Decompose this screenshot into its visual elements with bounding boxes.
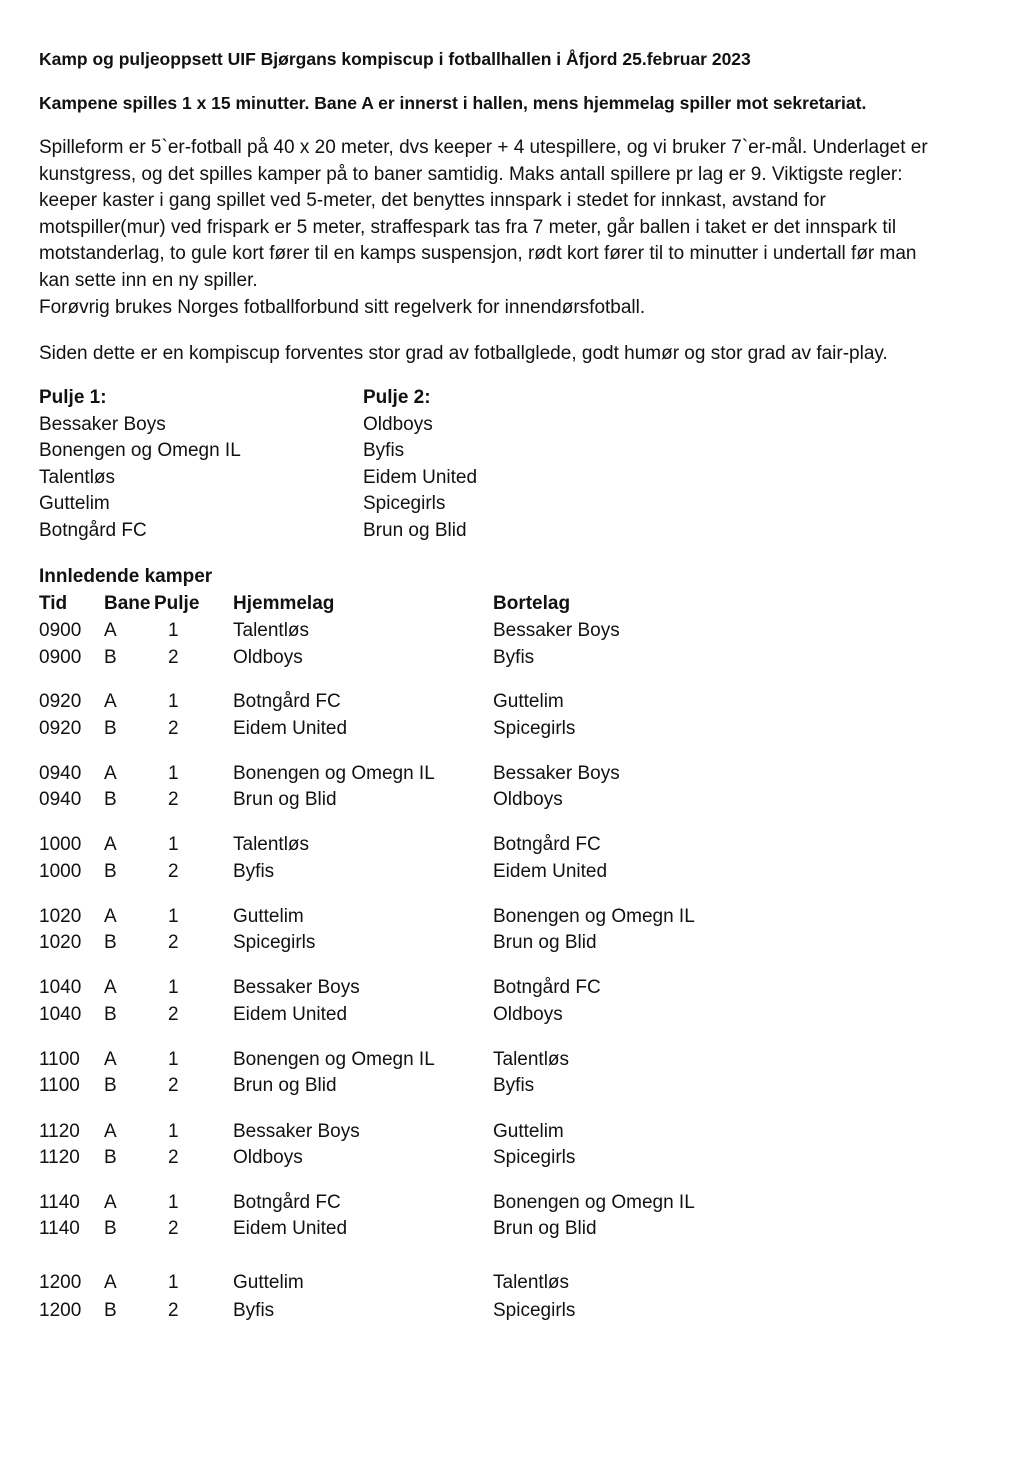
rules-line: keeper kaster i gang spillet ved 5-meter, det benyttes innspark i stedet for innkast, avstand for <box>39 190 826 212</box>
match-row <box>39 859 999 886</box>
match-row <box>39 1190 999 1217</box>
match-home-team: Bonengen og Omegn IL <box>233 763 435 784</box>
match-home-team: Eidem United <box>233 1218 348 1239</box>
column-header-home: Hjemmelag <box>233 593 335 614</box>
match-away-team: Oldboys <box>493 789 563 810</box>
rules-line: kunstgress, og det spilles kamper på to baner samtidig. Maks antall spillere pr lag er 9. Viktigste regler: <box>39 163 903 185</box>
match-away-team: Oldboys <box>493 1004 563 1025</box>
match-away-team: Spicegirls <box>493 718 576 739</box>
match-field: B <box>104 789 117 810</box>
match-time: 0940 <box>39 763 82 784</box>
match-home-team: Bonengen og Omegn IL <box>233 1049 435 1070</box>
pool-team: Talentløs <box>39 466 116 488</box>
match-pool: 1 <box>168 691 179 712</box>
match-field: A <box>104 691 117 712</box>
match-away-team: Bessaker Boys <box>493 763 620 784</box>
schedule-heading: Innledende kamper <box>39 566 213 587</box>
match-row <box>39 761 999 788</box>
match-pool: 2 <box>168 718 179 739</box>
match-time: 0900 <box>39 647 82 668</box>
match-row <box>39 618 999 645</box>
match-time: 1120 <box>39 1147 80 1168</box>
match-row <box>39 787 999 814</box>
match-time: 1000 <box>39 834 82 855</box>
match-field: B <box>104 647 117 668</box>
match-pool: 2 <box>168 932 179 953</box>
match-home-team: Oldboys <box>233 647 303 668</box>
match-pool: 1 <box>168 834 179 855</box>
document-subtitle: Kampene spilles 1 x 15 minutter. Bane A er innerst i hallen, mens hjemmelag spiller mot sekretariat. <box>39 93 867 113</box>
match-time: 0920 <box>39 691 82 712</box>
match-pool: 1 <box>168 977 179 998</box>
match-field: A <box>104 906 117 927</box>
match-time: 1040 <box>39 977 82 998</box>
match-row <box>39 716 999 743</box>
pools-section <box>39 385 999 555</box>
match-time: 0940 <box>39 789 82 810</box>
match-field: B <box>104 1004 117 1025</box>
match-row <box>39 1270 999 1297</box>
match-time: 1000 <box>39 861 82 882</box>
pool-team: Brun og Blid <box>363 519 467 541</box>
match-away-team: Guttelim <box>493 1121 564 1142</box>
match-pool: 2 <box>168 1075 179 1096</box>
match-field: B <box>104 718 117 739</box>
pool-team: Bonengen og Omegn IL <box>39 440 241 462</box>
match-pool: 2 <box>168 1218 179 1239</box>
match-row <box>39 1119 999 1146</box>
rules-line: motstanderlag, to gule kort fører til en kamps suspensjon, rødt kort fører til to minutter i undertall før man <box>39 243 917 265</box>
match-home-team: Byfis <box>233 1300 275 1321</box>
fair-play-paragraph: Siden dette er en kompiscup forventes stor grad av fotballglede, godt humør og stor grad av fair-play. <box>39 343 888 364</box>
match-home-team: Guttelim <box>233 906 304 927</box>
match-row <box>39 1216 999 1243</box>
match-field: A <box>104 1272 117 1293</box>
match-time: 1100 <box>39 1049 80 1070</box>
match-away-team: Talentløs <box>493 1272 570 1293</box>
pool-heading: Pulje 1: <box>39 387 107 408</box>
column-header-tid: Tid <box>39 593 68 614</box>
match-time: 1120 <box>39 1121 80 1142</box>
match-row <box>39 1047 999 1074</box>
rules-paragraph <box>39 135 928 321</box>
match-pool: 1 <box>168 906 179 927</box>
match-row <box>39 832 999 859</box>
column-header-away: Bortelag <box>493 593 571 614</box>
match-time: 1020 <box>39 906 82 927</box>
pool-team: Eidem United <box>363 466 478 488</box>
match-pool: 1 <box>168 763 179 784</box>
match-time: 1140 <box>39 1192 80 1213</box>
match-field: B <box>104 932 117 953</box>
column-header-bane: Bane <box>104 593 151 614</box>
match-away-team: Talentløs <box>493 1049 570 1070</box>
match-field: B <box>104 1075 117 1096</box>
match-pool: 2 <box>168 861 179 882</box>
schedule-column-headers <box>39 591 999 618</box>
match-time: 1020 <box>39 932 82 953</box>
match-home-team: Eidem United <box>233 1004 348 1025</box>
match-row <box>39 1073 999 1100</box>
match-field: A <box>104 763 117 784</box>
match-home-team: Talentløs <box>233 620 310 641</box>
match-field: B <box>104 861 117 882</box>
match-pool: 2 <box>168 1300 179 1321</box>
match-home-team: Talentløs <box>233 834 310 855</box>
match-row <box>39 1145 999 1172</box>
match-home-team: Bessaker Boys <box>233 977 360 998</box>
match-time: 1200 <box>39 1272 82 1293</box>
match-row <box>39 930 999 957</box>
match-field: A <box>104 1121 117 1142</box>
match-pool: 1 <box>168 1121 179 1142</box>
match-home-team: Byfis <box>233 861 275 882</box>
match-pool: 2 <box>168 1004 179 1025</box>
pool-heading: Pulje 2: <box>363 387 431 408</box>
match-field: A <box>104 1192 117 1213</box>
match-time: 0920 <box>39 718 82 739</box>
rules-line: kan sette inn en ny spiller. <box>39 269 258 291</box>
match-away-team: Brun og Blid <box>493 1218 597 1239</box>
match-home-team: Eidem United <box>233 718 348 739</box>
match-field: B <box>104 1218 117 1239</box>
match-home-team: Brun og Blid <box>233 789 337 810</box>
match-pool: 2 <box>168 1147 179 1168</box>
match-time: 1040 <box>39 1004 82 1025</box>
pool-1-list <box>39 385 241 545</box>
match-field: B <box>104 1147 117 1168</box>
match-field: B <box>104 1300 117 1321</box>
match-away-team: Brun og Blid <box>493 932 597 953</box>
match-field: A <box>104 834 117 855</box>
match-time: 1200 <box>39 1300 82 1321</box>
match-away-team: Byfis <box>493 647 535 668</box>
column-header-pulje: Pulje <box>154 593 200 614</box>
match-time: 0900 <box>39 620 82 641</box>
match-time: 1140 <box>39 1218 80 1239</box>
pool-team: Byfis <box>363 440 405 462</box>
match-away-team: Bonengen og Omegn IL <box>493 1192 695 1213</box>
match-away-team: Byfis <box>493 1075 535 1096</box>
pool-team: Guttelim <box>39 493 110 515</box>
match-home-team: Oldboys <box>233 1147 303 1168</box>
match-row <box>39 1002 999 1029</box>
match-row <box>39 645 999 672</box>
rules-line: motspiller(mur) ved frispark er 5 meter, straffespark tas fra 7 meter, går ballen i taket er det innspark til <box>39 216 897 238</box>
match-home-team: Spicegirls <box>233 932 316 953</box>
match-row <box>39 975 999 1002</box>
match-home-team: Guttelim <box>233 1272 304 1293</box>
match-pool: 2 <box>168 789 179 810</box>
pool-team: Oldboys <box>363 413 433 435</box>
match-away-team: Bonengen og Omegn IL <box>493 906 695 927</box>
match-pool: 1 <box>168 1049 179 1070</box>
match-away-team: Guttelim <box>493 691 564 712</box>
match-away-team: Botngård FC <box>493 977 601 998</box>
match-pool: 2 <box>168 647 179 668</box>
match-pool: 1 <box>168 1272 179 1293</box>
match-away-team: Spicegirls <box>493 1147 576 1168</box>
match-away-team: Eidem United <box>493 861 608 882</box>
match-field: A <box>104 620 117 641</box>
match-row <box>39 689 999 716</box>
rules-line: Spilleform er 5`er-fotball på 40 x 20 meter, dvs keeper + 4 utespillere, og vi bruker 7`er-mål. Underlaget er <box>39 137 928 158</box>
match-pool: 1 <box>168 620 179 641</box>
pool-team: Bessaker Boys <box>39 413 166 435</box>
match-away-team: Bessaker Boys <box>493 620 620 641</box>
match-pool: 1 <box>168 1192 179 1213</box>
match-home-team: Brun og Blid <box>233 1075 337 1096</box>
match-home-team: Botngård FC <box>233 1192 341 1213</box>
pool-team: Botngård FC <box>39 519 147 541</box>
pool-2-list <box>363 385 477 545</box>
match-row <box>39 904 999 931</box>
match-home-team: Bessaker Boys <box>233 1121 360 1142</box>
rules-line: Forøvrig brukes Norges fotballforbund sitt regelverk for innendørsfotball. <box>39 296 646 318</box>
pool-team: Spicegirls <box>363 493 446 515</box>
match-field: A <box>104 977 117 998</box>
match-home-team: Botngård FC <box>233 691 341 712</box>
document-title: Kamp og puljeoppsett UIF Bjørgans kompiscup i fotballhallen i Åfjord 25.februar 2023 <box>39 49 751 69</box>
match-row <box>39 1298 999 1325</box>
match-field: A <box>104 1049 117 1070</box>
match-away-team: Botngård FC <box>493 834 601 855</box>
match-time: 1100 <box>39 1075 80 1096</box>
match-away-team: Spicegirls <box>493 1300 576 1321</box>
